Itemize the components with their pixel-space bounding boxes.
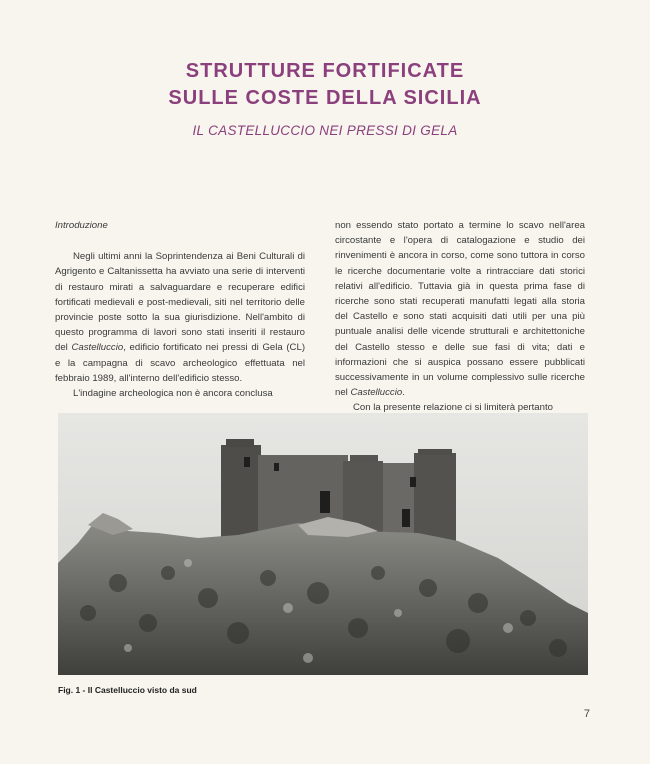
right-column bbox=[335, 218, 585, 416]
title-line-1: STRUTTURE FORTIFICATE bbox=[185, 60, 465, 82]
text-run: Negli ultimi anni la Soprintendenza ai Beni Culturali di Agrigento e Caltanissetta ha avviato una serie di interventi di restauro mirati a salvaguardare e recuperare edifici fortificati medievali e post-medievali, siti nel territorio delle provincie poste sotto la sua giurisdizione. Nell'ambito di questo programma di lavori sono stati inseriti il restauro del bbox=[55, 251, 305, 354]
figure-caption: Fig. 1 - Il Castelluccio visto da sud bbox=[58, 685, 197, 695]
paragraph: L'indagine archeologica non è ancora conclusa bbox=[73, 388, 273, 400]
text-run: . bbox=[402, 387, 405, 399]
page-number: 7 bbox=[583, 708, 590, 720]
left-column bbox=[55, 218, 305, 401]
paragraph bbox=[335, 218, 585, 400]
paragraph bbox=[55, 249, 305, 386]
text-run: , edificio fortificato nei pressi di Gela (CL) e la campagna di scavo archeologico effettuata nel febbraio 1989, all'interno dell'edificio stesso. bbox=[55, 342, 306, 384]
title-line-2: SULLE COSTE DELLA SICILIA bbox=[168, 87, 482, 109]
article-subtitle: IL CASTELLUCCIO NEI PRESSI DI GELA bbox=[192, 123, 458, 138]
paragraph: Con la presente relazione ci si limiterà pertanto bbox=[353, 402, 553, 414]
section-label: Introduzione bbox=[55, 220, 108, 231]
emphasis: Castelluccio bbox=[71, 342, 124, 354]
emphasis: Castelluccio bbox=[350, 387, 403, 399]
article-title bbox=[0, 58, 650, 112]
text-run: non essendo stato portato a termine lo scavo nell'area circostante e l'opera di catalogazione e studio dei rinvenimenti è ancora in corso, come sono tuttora in corso le ricerche documentarie volte a rintracciare dati storici relativi all'edificio. Tuttavia già in questa prima fase di ricerche sono stati recuperati manufatti legati alla storia del Castello e sono stati acquisiti dati utili per una più puntuale analisi delle vicende strutturali e architettoniche del Castello stesso e delle sue fasi di vita; dati e informazioni che si auspica possano essere pubblicati successivamente in un volume complessivo sulle ricerche nel bbox=[335, 220, 585, 399]
castle-photo-illustration bbox=[58, 413, 588, 675]
castle-photo bbox=[58, 413, 588, 675]
